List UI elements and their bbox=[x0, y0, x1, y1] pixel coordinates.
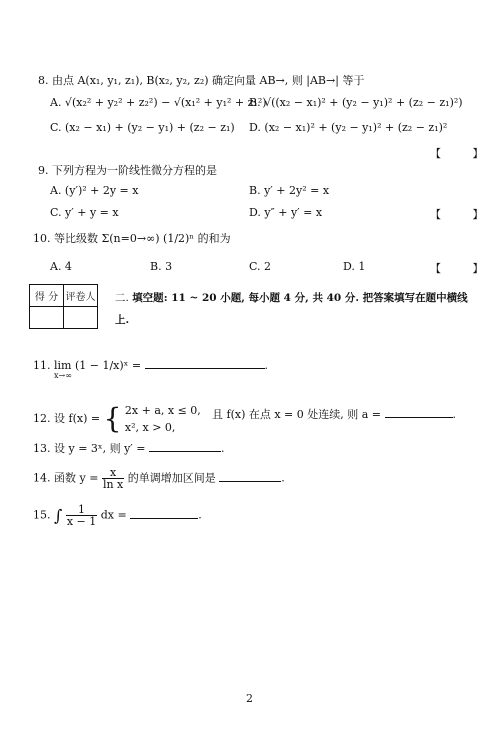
score-table bbox=[29, 284, 98, 329]
question-9-option-b: B. y′ + 2y² = x bbox=[249, 184, 330, 197]
question-8-stem: 8. 由点 A(x₁, y₁, z₁), B(x₂, y₂, z₂) 确定向量 AB→, 则 |AB→| 等于 bbox=[38, 74, 365, 87]
question-15-denominator: x − 1 bbox=[66, 515, 97, 528]
section-title bbox=[115, 287, 470, 331]
question-8-option-c: C. (x₂ − x₁) + (y₂ − y₁) + (z₂ − z₁) bbox=[50, 121, 235, 134]
question-11-expression: lim (1 − 1/x)ˣ = bbox=[54, 359, 142, 372]
question-9-option-a: A. (y′)² + 2y = x bbox=[50, 184, 139, 197]
question-11-limit bbox=[54, 359, 142, 380]
question-13-text: 设 y = 3ˣ, 则 y′ = bbox=[54, 442, 146, 455]
question-14-fraction bbox=[102, 467, 124, 490]
question-15-numerator: 1 bbox=[66, 504, 97, 516]
score-cell bbox=[30, 307, 64, 329]
question-12 bbox=[33, 402, 201, 436]
question-13 bbox=[33, 440, 225, 456]
question-15-fraction bbox=[66, 504, 97, 527]
question-10-option-d: D. 1 bbox=[343, 260, 366, 273]
question-14-denominator: ln x bbox=[102, 478, 124, 491]
question-14 bbox=[33, 467, 285, 490]
question-12-condition bbox=[212, 406, 456, 422]
question-12-case-2: x², x > 0, bbox=[124, 421, 176, 434]
question-11-limit-subscript: x→∞ bbox=[54, 371, 72, 380]
question-11-end: . bbox=[264, 359, 269, 372]
question-13-end: . bbox=[221, 442, 225, 455]
question-12-answer-blank[interactable] bbox=[385, 406, 453, 418]
question-14-end: . bbox=[281, 471, 285, 485]
question-8-answer-bracket: 【 】 bbox=[430, 147, 498, 160]
question-8-option-d: D. (x₂ − x₁)² + (y₂ − y₁)² + (z₂ − z₁)² bbox=[249, 121, 448, 134]
question-15-text-b: dx = bbox=[100, 508, 127, 522]
question-13-number: 13. bbox=[33, 442, 51, 455]
question-14-text-a: 函数 y = bbox=[54, 471, 99, 485]
question-10-option-a: A. 4 bbox=[50, 260, 72, 273]
question-12-end: . bbox=[452, 408, 457, 421]
question-11-number: 11. bbox=[33, 359, 51, 372]
question-10-answer-bracket: 【 】 bbox=[430, 262, 498, 275]
section-number: 二. bbox=[115, 292, 129, 304]
question-15-number: 15. bbox=[33, 508, 51, 522]
question-9-option-c: C. y′ + y = x bbox=[50, 206, 119, 219]
question-12-tail: 且 f(x) 在点 x = 0 处连续, 则 a = bbox=[212, 408, 382, 421]
question-14-answer-blank[interactable] bbox=[219, 470, 281, 482]
question-8-option-b: B. √((x₂ − x₁)² + (y₂ − y₁)² + (z₂ − z₁)²) bbox=[249, 96, 463, 109]
question-13-answer-blank[interactable] bbox=[149, 440, 221, 452]
section-type: 填空题 bbox=[132, 292, 164, 304]
question-12-cases bbox=[125, 402, 201, 436]
grader-label: 评卷人 bbox=[64, 285, 98, 307]
question-9-option-d: D. y″ + y′ = x bbox=[249, 206, 323, 219]
question-15-end: . bbox=[198, 508, 202, 522]
question-15-answer-blank[interactable] bbox=[130, 507, 198, 519]
question-11 bbox=[33, 357, 269, 380]
question-12-number: 12. bbox=[33, 412, 51, 425]
question-8-option-a: A. √(x₂² + y₂² + z₂²) − √(x₁² + y₁² + z₁²) bbox=[50, 96, 267, 109]
question-14-numerator: x bbox=[102, 467, 124, 479]
question-9-stem: 9. 下列方程为一阶线性微分方程的是 bbox=[38, 164, 217, 177]
piecewise-brace: { bbox=[103, 402, 122, 435]
question-9-answer-bracket: 【 】 bbox=[430, 208, 498, 221]
question-14-text-b: 的单调增加区间是 bbox=[127, 471, 216, 485]
question-11-answer-blank[interactable] bbox=[145, 357, 265, 369]
question-12-case-1: 2x + a, x ≤ 0, bbox=[124, 404, 201, 417]
question-10-stem: 10. 等比级数 Σ(n=0→∞) (1/2)ⁿ 的和为 bbox=[33, 232, 231, 245]
page-number: 2 bbox=[246, 692, 253, 705]
grader-cell bbox=[64, 307, 98, 329]
section-instructions: : 11 ~ 20 小题, 每小题 4 分, 共 40 分. 把答案填写在题中横线上. bbox=[115, 292, 468, 326]
question-12-lead: 设 f(x) = bbox=[54, 412, 101, 425]
question-15 bbox=[33, 504, 202, 527]
question-14-number: 14. bbox=[33, 471, 51, 485]
question-10-option-b: B. 3 bbox=[150, 260, 173, 273]
integral-sign: ∫ bbox=[54, 506, 63, 525]
score-label: 得 分 bbox=[30, 285, 64, 307]
question-10-option-c: C. 2 bbox=[249, 260, 272, 273]
